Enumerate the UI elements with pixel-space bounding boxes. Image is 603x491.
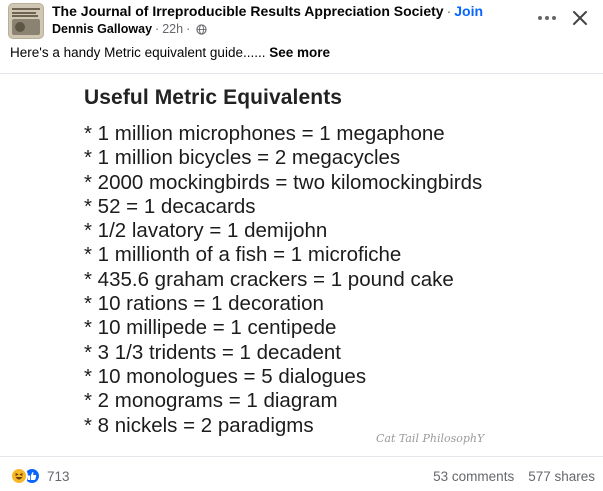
list-item: * 435.6 graham crackers = 1 pound cake xyxy=(84,267,454,291)
post-body-text: Here's a handy Metric equivalent guide...... xyxy=(10,45,270,60)
time-separator: · xyxy=(186,22,191,36)
close-button[interactable] xyxy=(566,4,594,32)
list-item: * 8 nickels = 2 paradigms xyxy=(84,413,314,437)
image-watermark: Cat Tail PhilosophY xyxy=(376,432,485,445)
list-item: * 2 monograms = 1 diagram xyxy=(84,389,338,413)
post-header xyxy=(0,0,603,42)
list-item: * 2000 mockingbirds = two kilomockingbirds xyxy=(84,170,483,194)
list-item: * 1/2 lavatory = 1 demijohn xyxy=(84,219,328,243)
list-item: * 10 millipede = 1 centipede xyxy=(84,316,337,340)
image-title: Useful Metric Equivalents xyxy=(84,86,343,109)
title-separator: · xyxy=(446,3,452,19)
post-meta xyxy=(52,22,207,36)
see-more-button[interactable]: See more xyxy=(269,45,331,60)
haha-reaction-icon xyxy=(10,467,28,485)
list-item: * 52 = 1 decacards xyxy=(84,194,256,218)
group-name-link[interactable]: The Journal of Irreproducible Results Appreciation Society xyxy=(52,3,444,19)
author-name-link[interactable]: Dennis Galloway xyxy=(52,22,153,36)
meta-separator: · xyxy=(155,22,160,36)
list-item: * 1 million bicycles = 2 megacycles xyxy=(84,146,401,170)
post-text xyxy=(10,45,330,60)
more-dot xyxy=(552,16,556,20)
list-item: * 3 1/3 tridents = 1 decadent xyxy=(84,340,342,364)
group-title-line xyxy=(52,3,483,19)
more-dot xyxy=(545,16,549,20)
globe-icon xyxy=(196,24,207,35)
post-timestamp-link[interactable]: 22h xyxy=(162,22,184,36)
more-horizontal-icon xyxy=(538,16,542,20)
list-item: * 1 million microphones = 1 megaphone xyxy=(84,122,445,145)
list-item: * 10 monologues = 5 dialogues xyxy=(84,364,367,388)
post-footer xyxy=(0,456,603,491)
reactions-summary[interactable] xyxy=(10,467,70,485)
shares-count-link[interactable]: 577 shares xyxy=(528,469,595,484)
join-button[interactable]: Join xyxy=(454,3,484,19)
close-icon xyxy=(572,10,588,26)
comments-count-link[interactable]: 53 comments xyxy=(433,469,515,484)
list-item: * 10 rations = 1 decoration xyxy=(84,292,324,316)
engagement-stats xyxy=(433,469,595,484)
post-image[interactable] xyxy=(0,73,603,456)
group-avatar[interactable] xyxy=(8,3,44,39)
equivalents-list xyxy=(84,122,482,438)
more-options-button[interactable] xyxy=(534,8,560,28)
list-item: * 1 millionth of a fish = 1 microfiche xyxy=(84,243,402,267)
reaction-count: 713 xyxy=(47,468,70,484)
